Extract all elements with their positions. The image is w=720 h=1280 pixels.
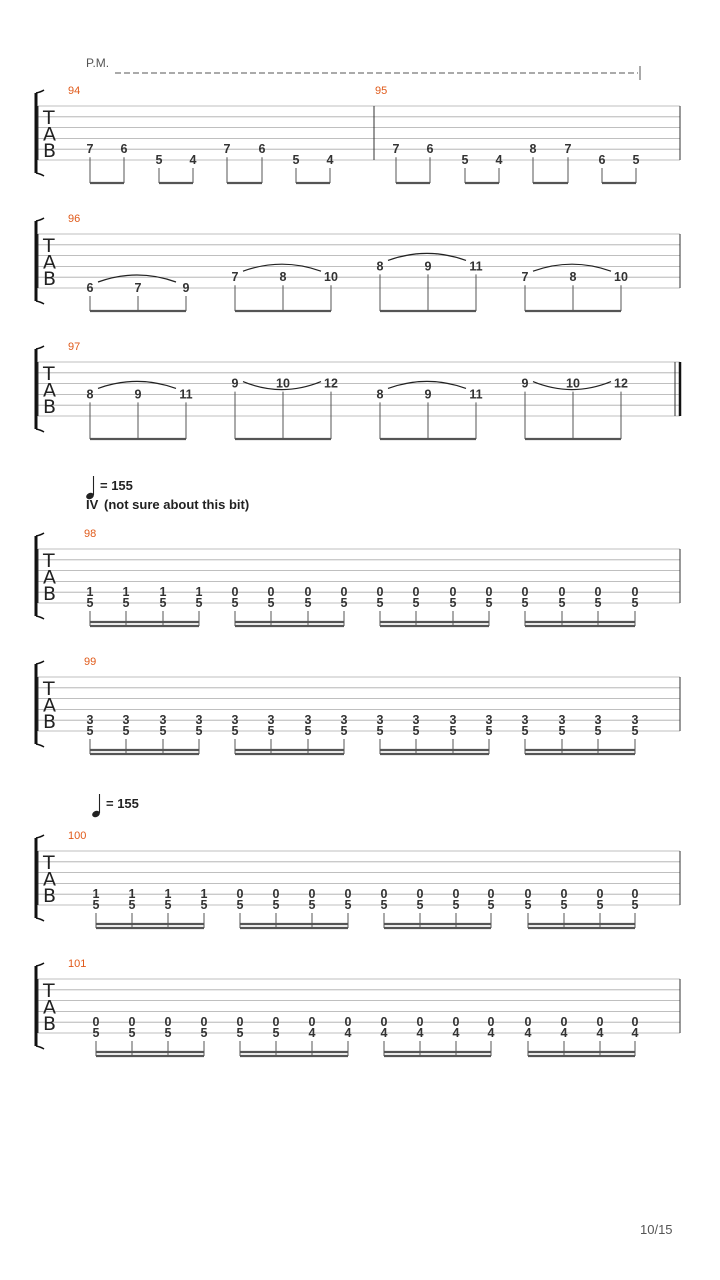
bracket-hook-top [36, 963, 44, 966]
fret-number: 3 [631, 713, 639, 728]
page-number: 10/15 [640, 1222, 673, 1237]
fret-number: 3 [231, 713, 239, 728]
fret-number: 1 [195, 585, 203, 600]
fret-number: 3 [195, 713, 203, 728]
fret-number: 5 [195, 724, 203, 738]
tab-clef-letter: A [43, 694, 56, 717]
fret-number: 7 [134, 281, 142, 295]
fret-number: 0 [304, 585, 312, 600]
fret-number: 5 [449, 724, 457, 738]
tab-clef-letter: B [43, 1013, 57, 1035]
fret-number: 5 [594, 724, 602, 738]
fret-number: 0 [487, 887, 495, 902]
fret-number: 5 [487, 898, 495, 912]
fret-number: 0 [412, 585, 420, 600]
fret-number: 0 [344, 1015, 352, 1030]
fret-number: 5 [308, 898, 316, 912]
fret-number: 5 [128, 1026, 136, 1040]
fret-number: 3 [122, 713, 130, 728]
fret-number: 0 [308, 887, 316, 902]
tab-clef-letter: A [43, 251, 56, 274]
tab-clef-letter: B [43, 396, 57, 418]
fret-number: 0 [560, 887, 568, 902]
bracket-hook-top [36, 346, 44, 349]
fret-number: 5 [195, 596, 203, 610]
fret-number: 5 [155, 153, 163, 167]
fret-number: 5 [92, 898, 100, 912]
bracket-hook-top [36, 835, 44, 838]
fret-number: 0 [267, 585, 275, 600]
fret-number: 11 [469, 259, 483, 274]
fret-number: 3 [376, 713, 384, 728]
fret-number: 4 [189, 153, 197, 167]
tempo-marking [85, 476, 249, 512]
fret-number: 10 [276, 376, 290, 391]
fret-number: 0 [344, 887, 352, 902]
fret-number: 7 [86, 142, 94, 157]
tab-clef-letter: A [43, 379, 56, 402]
fret-number: 4 [344, 1026, 352, 1040]
fret-number: 8 [529, 142, 537, 157]
fret-number: 0 [128, 1015, 136, 1030]
fret-number: 0 [200, 1015, 208, 1030]
fret-number: 5 [594, 596, 602, 610]
section-roman: IV [86, 497, 99, 512]
fret-number: 5 [236, 898, 244, 912]
fret-number: 6 [120, 142, 128, 157]
fret-number: 5 [159, 596, 167, 610]
measure-number: 100 [68, 830, 87, 842]
fret-number: 8 [376, 259, 384, 274]
tab-clef-letter: T [43, 363, 55, 385]
fret-number: 0 [340, 585, 348, 600]
fret-number: 0 [558, 585, 566, 600]
fret-number: 5 [231, 596, 239, 610]
fret-number: 5 [92, 1026, 100, 1040]
fret-number: 5 [164, 1026, 172, 1040]
measure-number: 96 [68, 213, 81, 225]
tab-system [36, 528, 680, 626]
fret-number: 9 [231, 376, 239, 391]
fret-number: 3 [86, 713, 94, 728]
fret-number: 0 [164, 1015, 172, 1030]
palm-mute-marking [86, 56, 640, 80]
fret-number: 0 [631, 887, 639, 902]
measure-number: 99 [84, 656, 97, 668]
fret-number: 5 [524, 898, 532, 912]
fret-number: 0 [236, 1015, 244, 1030]
tab-clef-letter: A [43, 123, 56, 146]
fret-number: 5 [200, 898, 208, 912]
fret-number: 5 [304, 724, 312, 738]
tab-system [36, 213, 680, 311]
fret-number: 5 [86, 596, 94, 610]
fret-number: 5 [416, 898, 424, 912]
fret-number: 5 [452, 898, 460, 912]
fret-number: 9 [182, 281, 190, 295]
fret-number: 8 [279, 270, 287, 285]
fret-number: 3 [485, 713, 493, 728]
tab-clef-letter: B [43, 583, 57, 605]
tab-system [36, 656, 680, 754]
bracket-hook-bottom [36, 301, 44, 304]
fret-number: 5 [485, 724, 493, 738]
fret-number: 6 [86, 281, 94, 295]
fret-number: 12 [324, 376, 338, 391]
fret-number: 5 [344, 898, 352, 912]
fret-number: 5 [376, 596, 384, 610]
fret-number: 1 [164, 887, 172, 902]
fret-number: 5 [164, 898, 172, 912]
fret-number: 11 [179, 387, 193, 402]
fret-number: 0 [380, 887, 388, 902]
bracket-hook-bottom [36, 429, 44, 432]
fret-number: 5 [159, 724, 167, 738]
fret-number: 1 [200, 887, 208, 902]
tab-clef-letter: B [43, 711, 57, 733]
fret-number: 1 [159, 585, 167, 600]
fret-number: 0 [452, 1015, 460, 1030]
fret-number: 5 [631, 724, 639, 738]
bracket-hook-top [36, 90, 44, 93]
fret-number: 0 [521, 585, 529, 600]
fret-number: 5 [122, 724, 130, 738]
fret-number: 5 [86, 724, 94, 738]
palm-mute-label: P.M. [86, 56, 110, 70]
fret-number: 0 [236, 887, 244, 902]
fret-number: 7 [564, 142, 572, 157]
fret-number: 5 [128, 898, 136, 912]
tab-clef-letter: A [43, 996, 56, 1019]
fret-number: 4 [452, 1026, 460, 1040]
fret-number: 0 [631, 1015, 639, 1030]
fret-number: 0 [596, 887, 604, 902]
fret-number: 6 [426, 142, 434, 157]
tab-clef-letter: A [43, 566, 56, 589]
fret-number: 4 [560, 1026, 568, 1040]
bracket-hook-bottom [36, 744, 44, 747]
fret-number: 0 [308, 1015, 316, 1030]
tab-system [36, 85, 680, 183]
fret-number: 5 [560, 898, 568, 912]
fret-number: 0 [452, 887, 460, 902]
tab-clef-letter: T [43, 980, 55, 1002]
fret-number: 8 [86, 387, 94, 402]
bracket-hook-bottom [36, 918, 44, 921]
fret-number: 5 [272, 898, 280, 912]
bracket-hook-bottom [36, 616, 44, 619]
fret-number: 5 [340, 724, 348, 738]
tab-clef-letter: T [43, 852, 55, 874]
tab-clef-letter: A [43, 868, 56, 891]
fret-number: 3 [267, 713, 275, 728]
fret-number: 5 [267, 596, 275, 610]
fret-number: 9 [424, 259, 432, 274]
measure-number: 101 [68, 958, 87, 970]
fret-number: 0 [631, 585, 639, 600]
fret-number: 0 [560, 1015, 568, 1030]
measure-number: 94 [68, 85, 81, 97]
fret-number: 0 [272, 1015, 280, 1030]
fret-number: 4 [487, 1026, 495, 1040]
fret-number: 4 [524, 1026, 532, 1040]
fret-number: 6 [258, 142, 266, 157]
fret-number: 3 [521, 713, 529, 728]
bracket-hook-bottom [36, 1046, 44, 1049]
fret-number: 0 [487, 1015, 495, 1030]
fret-number: 3 [412, 713, 420, 728]
fret-number: 10 [614, 270, 628, 285]
fret-number: 3 [558, 713, 566, 728]
tab-clef-letter: T [43, 107, 55, 129]
measure-number: 98 [84, 528, 97, 540]
measure-number: 95 [375, 85, 388, 97]
tempo-marking [91, 794, 139, 818]
fret-number: 3 [449, 713, 457, 728]
fret-number: 5 [558, 596, 566, 610]
fret-number: 5 [521, 596, 529, 610]
fret-number: 5 [412, 596, 420, 610]
fret-number: 0 [416, 1015, 424, 1030]
fret-number: 5 [267, 724, 275, 738]
tempo-label: = 155 [106, 796, 139, 811]
fret-number: 4 [631, 1026, 639, 1040]
tab-clef-letter: T [43, 678, 55, 700]
fret-number: 4 [308, 1026, 316, 1040]
fret-number: 3 [159, 713, 167, 728]
fret-number: 5 [485, 596, 493, 610]
fret-number: 0 [380, 1015, 388, 1030]
fret-number: 5 [632, 153, 640, 167]
fret-number: 4 [596, 1026, 604, 1040]
fret-number: 0 [92, 1015, 100, 1030]
fret-number: 0 [272, 887, 280, 902]
fret-number: 1 [92, 887, 100, 902]
fret-number: 5 [380, 898, 388, 912]
fret-number: 0 [376, 585, 384, 600]
tempo-note-text: (not sure about this bit) [104, 497, 250, 512]
measure-number: 97 [68, 341, 81, 353]
fret-number: 5 [412, 724, 420, 738]
tab-clef-letter: B [43, 885, 57, 907]
tab-clef-letter: T [43, 235, 55, 257]
fret-number: 5 [304, 596, 312, 610]
fret-number: 5 [596, 898, 604, 912]
tab-clef-letter: B [43, 140, 57, 162]
fret-number: 5 [631, 898, 639, 912]
fret-number: 5 [122, 596, 130, 610]
fret-number: 0 [596, 1015, 604, 1030]
bracket-hook-top [36, 533, 44, 536]
bracket-hook-bottom [36, 173, 44, 176]
fret-number: 5 [461, 153, 469, 167]
fret-number: 5 [558, 724, 566, 738]
fret-number: 0 [524, 887, 532, 902]
fret-number: 0 [594, 585, 602, 600]
bracket-hook-top [36, 218, 44, 221]
fret-number: 8 [569, 270, 577, 285]
fret-number: 4 [380, 1026, 388, 1040]
fret-number: 5 [236, 1026, 244, 1040]
tab-clef-letter: B [43, 268, 57, 290]
fret-number: 3 [594, 713, 602, 728]
fret-number: 9 [521, 376, 529, 391]
fret-number: 1 [86, 585, 94, 600]
bracket-hook-top [36, 661, 44, 664]
fret-number: 5 [449, 596, 457, 610]
tab-clef-letter: T [43, 550, 55, 572]
tab-system [36, 341, 680, 439]
fret-number: 4 [326, 153, 334, 167]
fret-number: 9 [134, 387, 142, 402]
fret-number: 10 [324, 270, 338, 285]
fret-number: 1 [128, 887, 136, 902]
fret-number: 11 [469, 387, 483, 402]
fret-number: 9 [424, 387, 432, 402]
fret-number: 0 [524, 1015, 532, 1030]
tab-system [36, 958, 680, 1056]
fret-number: 5 [231, 724, 239, 738]
fret-number: 4 [495, 153, 503, 167]
fret-number: 7 [231, 270, 239, 285]
fret-number: 1 [122, 585, 130, 600]
tab-system [36, 830, 680, 928]
fret-number: 3 [340, 713, 348, 728]
fret-number: 5 [376, 724, 384, 738]
fret-number: 6 [598, 153, 606, 167]
fret-number: 3 [304, 713, 312, 728]
fret-number: 4 [416, 1026, 424, 1040]
fret-number: 0 [231, 585, 239, 600]
fret-number: 5 [272, 1026, 280, 1040]
fret-number: 5 [292, 153, 300, 167]
fret-number: 10 [566, 376, 580, 391]
fret-number: 5 [521, 724, 529, 738]
fret-number: 0 [416, 887, 424, 902]
fret-number: 0 [485, 585, 493, 600]
fret-number: 0 [449, 585, 457, 600]
tempo-label: = 155 [100, 478, 133, 493]
fret-number: 7 [521, 270, 529, 285]
fret-number: 7 [392, 142, 400, 157]
fret-number: 5 [340, 596, 348, 610]
fret-number: 5 [631, 596, 639, 610]
fret-number: 8 [376, 387, 384, 402]
fret-number: 12 [614, 376, 628, 391]
fret-number: 7 [223, 142, 231, 157]
fret-number: 5 [200, 1026, 208, 1040]
